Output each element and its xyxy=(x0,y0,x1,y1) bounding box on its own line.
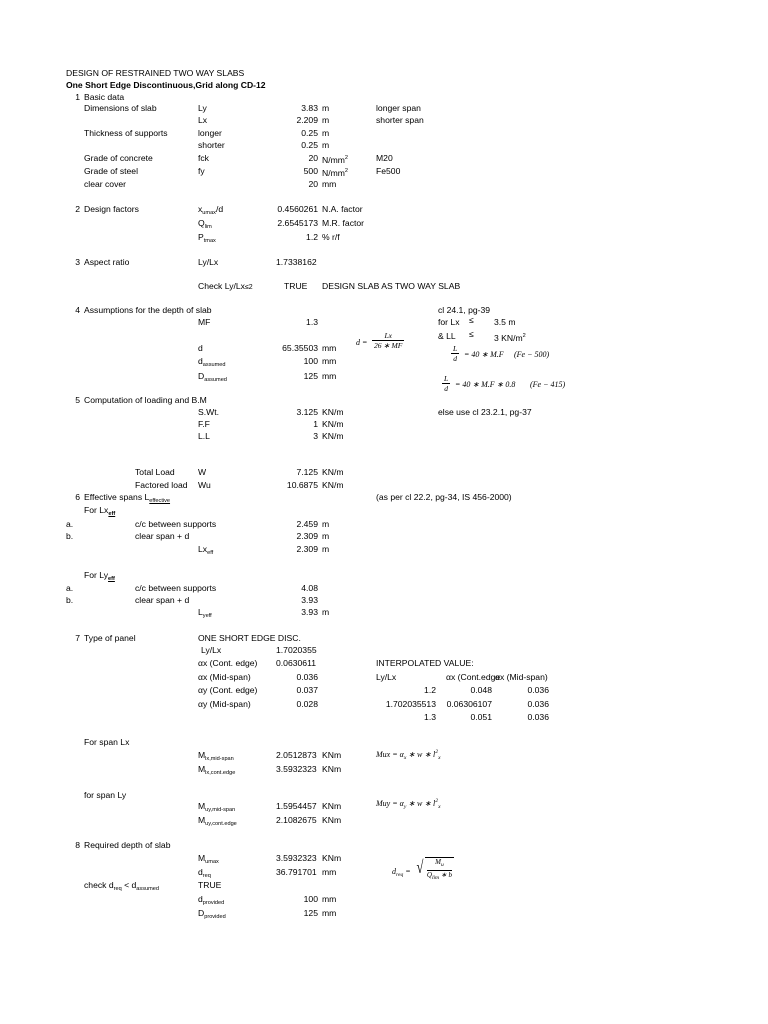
ly-clear-span-value: 3.93 xyxy=(301,595,318,605)
check-ratio-result: TRUE xyxy=(284,281,308,291)
mlx-cont-base: M xyxy=(198,764,206,774)
interpolated-title: INTERPOLATED VALUE: xyxy=(376,658,474,668)
concrete-unit xyxy=(322,153,348,166)
section-5-reference: else use cl 23.2.1, pg-37 xyxy=(438,407,532,417)
steel-unit-base: N/mm xyxy=(322,168,345,178)
formula-mux-sup: 2 xyxy=(435,749,439,755)
section-3-heading: Aspect ratio xyxy=(84,257,130,267)
concrete-symbol: fck xyxy=(198,153,209,163)
total-load-unit: KN/m xyxy=(322,467,344,477)
D-assumed-base: D xyxy=(198,371,205,381)
panel-ratio-value: 1.7020355 xyxy=(276,645,317,655)
lx-condition: for Lx xyxy=(438,317,460,327)
formula-dreq-lhs-base: d xyxy=(392,867,396,876)
lx-cc-value: 2.459 xyxy=(296,519,318,529)
ptmax-symbol xyxy=(198,232,216,247)
lx-eff-sub: eff xyxy=(207,550,214,556)
formula-ld415-numerator: L xyxy=(444,374,449,383)
muy-mid-symbol xyxy=(198,801,235,816)
formula-dreq-den-sub: lim xyxy=(431,875,440,881)
thickness-longer-unit: m xyxy=(322,128,330,138)
formula-dreq-den-tail: ∗ b xyxy=(439,871,452,879)
D-provided-sub: provided xyxy=(204,914,226,920)
floor-finish-symbol: F.F xyxy=(198,419,210,429)
floor-finish-value: 1 xyxy=(313,419,318,429)
qlim-note: M.R. factor xyxy=(322,218,365,228)
ptmax-sub: tmax xyxy=(203,238,216,244)
d-provided-base: d xyxy=(198,894,203,904)
d-assumed-value: 100 xyxy=(303,356,318,366)
factored-load-unit: KN/m xyxy=(322,480,344,490)
section-4-heading: Assumptions for the depth of slab xyxy=(84,305,212,315)
ll-condition-limit xyxy=(494,331,526,344)
check-depth-text-b: < d xyxy=(121,880,137,890)
sheet-title: DESIGN OF RESTRAINED TWO WAY SLABS xyxy=(66,68,245,78)
formula-mux-mid: ∗ w ∗ l xyxy=(406,750,436,759)
alpha-y-cont-symbol: αy (Cont. edge) xyxy=(198,685,258,695)
for-ly-eff-label xyxy=(84,570,115,585)
formula-dreq-eq: = xyxy=(403,867,411,876)
ly-item-b-marker: b. xyxy=(66,595,74,605)
lx-eff-value: 2.309 xyxy=(296,544,318,554)
D-assumed-sub: assumed xyxy=(204,377,227,383)
section-2-heading: Design factors xyxy=(84,204,139,214)
mumax-value: 3.5932323 xyxy=(276,853,317,863)
alpha-x-cont-value: 0.0630611 xyxy=(276,658,316,668)
ly-cc-value: 4.08 xyxy=(301,583,318,593)
D-assumed-value: 125 xyxy=(303,371,318,381)
formula-dreq-lhs xyxy=(392,866,411,881)
xumax-tail: /d xyxy=(215,204,224,214)
steel-label: Grade of steel xyxy=(84,166,138,176)
thickness-label: Thickness of supports xyxy=(84,128,168,138)
d-provided-value: 100 xyxy=(303,894,318,904)
formula-d-numerator: Lx xyxy=(384,331,392,340)
check-depth-sub-1: req xyxy=(113,886,122,892)
self-weight-symbol: S.Wt. xyxy=(198,407,220,417)
steel-grade: Fe500 xyxy=(376,166,401,176)
ll-condition-le: ≤ xyxy=(469,329,474,339)
muy-mid-base: M xyxy=(198,801,206,811)
muy-mid-value: 1.5954457 xyxy=(276,801,317,811)
lx-unit: m xyxy=(322,115,330,125)
formula-ld415-rhs: = 40 ∗ M.F ∗ 0.8 xyxy=(455,380,516,389)
formula-ld500-fraction xyxy=(451,344,459,363)
ly-clear-span-label: clear span + d xyxy=(135,595,190,605)
lx-eff-unit: m xyxy=(322,544,330,554)
d-unit: mm xyxy=(322,343,337,353)
alpha-x-mid-value: 0.036 xyxy=(296,672,318,682)
ptmax-base: P xyxy=(198,232,204,242)
lx-eff-symbol xyxy=(198,544,213,559)
formula-dreq-num-sub: u xyxy=(440,862,444,868)
D-provided-unit: mm xyxy=(322,908,337,918)
section-2-number: 2 xyxy=(75,204,80,214)
thickness-longer-label: longer xyxy=(198,128,222,138)
interp-row-1-alpha-cont: 0.048 xyxy=(470,685,492,695)
live-load-unit: KN/m xyxy=(322,431,344,441)
section-8-heading: Required depth of slab xyxy=(84,840,171,850)
ly-symbol: Ly xyxy=(198,103,207,113)
mlx-cont-value: 3.5932323 xyxy=(276,764,317,774)
dreq-base: d xyxy=(198,867,203,877)
section-6-heading-sub: effective xyxy=(149,498,171,504)
thickness-longer-value: 0.25 xyxy=(301,128,318,138)
lx-clear-span-value: 2.309 xyxy=(296,531,318,541)
sqrt-icon: √ xyxy=(416,857,424,877)
live-load-symbol: L.L xyxy=(198,431,210,441)
d-symbol: d xyxy=(198,343,203,353)
concrete-grade: M20 xyxy=(376,153,393,163)
formula-mux-sub: x xyxy=(438,755,441,761)
formula-ld500-rhs: = 40 ∗ M.F xyxy=(464,350,504,359)
interp-header-ratio: Ly/Lx xyxy=(376,672,397,682)
lx-condition-limit: 3.5 m xyxy=(494,317,516,327)
ly-value: 3.83 xyxy=(301,103,318,113)
formula-mux-lhs: Mux = α xyxy=(376,750,404,759)
interp-header-alpha-cont: αx (Cont.edge xyxy=(446,672,501,682)
self-weight-unit: KN/m xyxy=(322,407,344,417)
lx-condition-le: ≤ xyxy=(469,315,474,325)
ptmax-note: % r/f xyxy=(322,232,340,242)
muy-mid-sub: uy,mid-span xyxy=(205,807,236,813)
concrete-label: Grade of concrete xyxy=(84,153,153,163)
cover-label: clear cover xyxy=(84,179,127,189)
alpha-x-mid-symbol: αx (Mid-span) xyxy=(198,672,251,682)
muy-cont-base: M xyxy=(198,815,206,825)
concrete-value: 20 xyxy=(308,153,318,163)
alpha-x-cont-symbol: αx (Cont. edge) xyxy=(198,658,258,668)
steel-value: 500 xyxy=(303,166,318,176)
formula-muy-alpha-sub: y xyxy=(403,804,407,810)
qlim-value: 2.6545173 xyxy=(277,218,318,228)
alpha-y-mid-value: 0.028 xyxy=(296,699,318,709)
concrete-unit-base: N/mm xyxy=(322,155,345,165)
mumax-sub: umax xyxy=(205,859,219,865)
section-6-number: 6 xyxy=(75,492,80,502)
d-assumed-symbol xyxy=(198,356,225,371)
formula-d-fraction xyxy=(372,331,404,350)
interp-row-2-ratio: 1.702035513 xyxy=(385,699,436,709)
lx-item-a-marker: a. xyxy=(66,519,74,529)
aspect-ratio-value: 1.7338162 xyxy=(276,257,317,267)
cover-value: 20 xyxy=(308,179,318,189)
d-provided-unit: mm xyxy=(322,894,337,904)
formula-dreq-denominator xyxy=(427,870,452,883)
mf-symbol: MF xyxy=(198,317,211,327)
steel-unit xyxy=(322,166,348,179)
formula-muy-sup: 2 xyxy=(435,798,439,804)
ll-limit-sup: 2 xyxy=(522,333,526,339)
d-assumed-sub: assumed xyxy=(202,362,226,368)
check-ratio-cond: ≤2 xyxy=(244,284,253,291)
formula-mux-alpha-sub: x xyxy=(403,755,407,761)
formula-ld500-grade: (Fe − 500) xyxy=(514,350,550,359)
check-depth-sub-2: assumed xyxy=(136,886,159,892)
section-1-number: 1 xyxy=(75,92,80,102)
ly-eff-base: L xyxy=(198,607,203,617)
for-lx-sub: eff xyxy=(108,511,116,517)
ll-limit-text: 3 KN/m xyxy=(494,333,523,343)
for-lx-eff-label xyxy=(84,505,115,520)
muy-cont-value: 2.1082675 xyxy=(276,815,317,825)
panel-type: ONE SHORT EDGE DISC. xyxy=(198,633,301,643)
floor-finish-unit: KN/m xyxy=(322,419,344,429)
D-provided-base: D xyxy=(198,908,205,918)
mumax-symbol xyxy=(198,853,219,868)
for-lx-text: For Lx xyxy=(84,505,109,515)
mlx-mid-symbol xyxy=(198,750,234,765)
xumax-symbol xyxy=(198,204,223,219)
steel-symbol: fy xyxy=(198,166,205,176)
for-ly-text: For Ly xyxy=(84,570,109,580)
mf-value: 1.3 xyxy=(306,317,318,327)
span-ly-label: for span Ly xyxy=(84,790,127,800)
section-5-number: 5 xyxy=(75,395,80,405)
interp-row-2-alpha-cont: 0.06306107 xyxy=(446,699,492,709)
span-lx-label: For span Lx xyxy=(84,737,130,747)
formula-dreq-root xyxy=(415,857,454,883)
qlim-sub: lim xyxy=(204,224,212,230)
formula-ld415-denominator: d xyxy=(444,384,448,393)
formula-dreq-fraction xyxy=(425,857,454,883)
mumax-base: M xyxy=(198,853,206,863)
section-3-number: 3 xyxy=(75,257,80,267)
formula-dreq-numerator xyxy=(435,858,444,870)
live-load-value: 3 xyxy=(313,431,318,441)
steel-unit-sup: 2 xyxy=(344,168,349,174)
ly-eff-sub: yeff xyxy=(202,613,212,619)
formula-dreq-den-base: Q xyxy=(426,871,432,879)
dreq-unit: mm xyxy=(322,867,337,877)
D-provided-value: 125 xyxy=(303,908,318,918)
section-6-reference: (as per cl 22.2, pg-34, IS 456-2000) xyxy=(376,492,512,502)
ly-note: longer span xyxy=(376,103,421,113)
interp-row-1-alpha-mid: 0.036 xyxy=(527,685,549,695)
formula-ld500-numerator: L xyxy=(453,344,458,353)
muy-cont-sub: uy,cont.edge xyxy=(205,821,237,827)
formula-dreq-num-base: M xyxy=(435,858,441,866)
qlim-symbol xyxy=(198,218,212,233)
lx-value: 2.209 xyxy=(296,115,318,125)
d-provided-sub: provided xyxy=(202,900,225,906)
section-1-heading: Basic data xyxy=(84,92,125,102)
ly-eff-symbol xyxy=(198,607,212,622)
ly-unit: m xyxy=(322,103,330,113)
factored-load-value: 10.6875 xyxy=(286,480,318,490)
xumax-sub: umax xyxy=(202,210,216,216)
factored-load-label: Factored load xyxy=(135,480,188,490)
self-weight-value: 3.125 xyxy=(296,407,318,417)
alpha-y-mid-symbol: αy (Mid-span) xyxy=(198,699,251,709)
lx-symbol: Lx xyxy=(198,115,208,125)
concrete-unit-sup: 2 xyxy=(344,155,349,161)
sheet-subtitle: One Short Edge Discontinuous,Grid along CD-12 xyxy=(66,80,266,90)
formula-mux xyxy=(376,747,441,764)
alpha-y-cont-value: 0.037 xyxy=(296,685,318,695)
interp-row-3-alpha-cont: 0.051 xyxy=(470,712,492,722)
interp-row-2-alpha-mid: 0.036 xyxy=(527,699,549,709)
total-load-symbol: W xyxy=(198,467,207,477)
for-ly-sub: eff xyxy=(108,576,115,582)
D-assumed-symbol xyxy=(198,371,227,386)
muy-cont-unit: KNm xyxy=(322,815,342,825)
formula-ld500-denominator: d xyxy=(453,354,457,363)
ll-condition: & LL xyxy=(438,331,456,341)
interp-row-1-ratio: 1.2 xyxy=(424,685,436,695)
thickness-shorter-label: shorter xyxy=(198,140,225,150)
muy-mid-unit: KNm xyxy=(322,801,342,811)
total-load-label: Total Load xyxy=(135,467,175,477)
muy-cont-symbol xyxy=(198,815,237,830)
total-load-value: 7.125 xyxy=(296,467,318,477)
formula-d-denominator: 26 ∗ MF xyxy=(374,341,403,350)
interp-row-3-alpha-mid: 0.036 xyxy=(527,712,549,722)
d-assumed-base: d xyxy=(198,356,203,366)
formula-dreq-lhs-sub: req xyxy=(396,872,404,878)
formula-muy xyxy=(376,796,441,813)
xumax-note: N.A. factor xyxy=(322,204,363,214)
formula-ld415-grade: (Fe − 415) xyxy=(530,380,566,389)
d-provided-symbol xyxy=(198,894,224,909)
qlim-base: Q xyxy=(198,218,205,228)
aspect-ratio-symbol: Ly/Lx xyxy=(198,257,219,267)
mlx-mid-unit: KNm xyxy=(322,750,342,760)
section-7-number: 7 xyxy=(75,633,80,643)
D-assumed-unit: mm xyxy=(322,371,337,381)
check-depth-label xyxy=(84,880,159,895)
check-ratio-text: Check Ly/Lx xyxy=(198,281,245,291)
mlx-mid-base: M xyxy=(198,750,206,760)
formula-ld415-fraction xyxy=(442,374,450,393)
xumax-base: x xyxy=(198,204,203,214)
thickness-shorter-unit: m xyxy=(322,140,330,150)
D-provided-symbol xyxy=(198,908,226,923)
section-4-reference: cl 24.1, pg-39 xyxy=(438,305,491,315)
check-depth-text-a: check d xyxy=(84,880,114,890)
check-depth-result: TRUE xyxy=(198,880,222,890)
formula-muy-mid: ∗ w ∗ l xyxy=(406,799,436,808)
check-ratio-note: DESIGN SLAB AS TWO WAY SLAB xyxy=(322,281,461,291)
ly-eff-unit: m xyxy=(322,607,330,617)
panel-ratio-symbol: Ly/Lx xyxy=(201,645,222,655)
ly-cc-label: c/c between supports xyxy=(135,583,217,593)
dreq-sub: req xyxy=(202,873,211,879)
section-4-number: 4 xyxy=(75,305,80,315)
interp-header-alpha-mid: αx (Mid-span) xyxy=(495,672,548,682)
d-value: 65.35503 xyxy=(282,343,318,353)
mlx-cont-unit: KNm xyxy=(322,764,342,774)
lx-clear-span-label: clear span + d xyxy=(135,531,190,541)
lx-eff-base: Lx xyxy=(198,544,208,554)
lx-clear-span-unit: m xyxy=(322,531,330,541)
section-5-heading: Computation of loading and B.M xyxy=(84,395,207,405)
interp-row-3-ratio: 1.3 xyxy=(424,712,436,722)
section-6-heading-text: Effective spans L xyxy=(84,492,150,502)
mumax-unit: KNm xyxy=(322,853,342,863)
factored-load-symbol: Wu xyxy=(198,480,211,490)
xumax-value: 0.4560261 xyxy=(277,204,318,214)
lx-item-b-marker: b. xyxy=(66,531,74,541)
dreq-value: 36.791701 xyxy=(276,867,317,877)
lx-note: shorter span xyxy=(376,115,424,125)
ptmax-value: 1.2 xyxy=(306,232,318,242)
d-assumed-unit: mm xyxy=(322,356,337,366)
dimensions-label: Dimensions of slab xyxy=(84,103,157,113)
formula-muy-lhs: Muy = α xyxy=(376,799,404,808)
mlx-cont-symbol xyxy=(198,764,235,779)
formula-muy-sub: x xyxy=(438,804,441,810)
mlx-mid-sub: lx,mid-span xyxy=(205,756,234,762)
check-ratio-label xyxy=(198,281,253,293)
lx-cc-unit: m xyxy=(322,519,330,529)
section-8-number: 8 xyxy=(75,840,80,850)
mlx-mid-value: 2.0512873 xyxy=(276,750,317,760)
formula-d-lhs: d = xyxy=(356,338,368,347)
lx-cc-label: c/c between supports xyxy=(135,519,217,529)
thickness-shorter-value: 0.25 xyxy=(301,140,318,150)
ly-eff-value: 3.93 xyxy=(301,607,318,617)
cover-unit: mm xyxy=(322,179,337,189)
ly-item-a-marker: a. xyxy=(66,583,74,593)
mlx-cont-sub: lx,cont.edge xyxy=(205,770,236,776)
section-7-heading: Type of panel xyxy=(84,633,136,643)
